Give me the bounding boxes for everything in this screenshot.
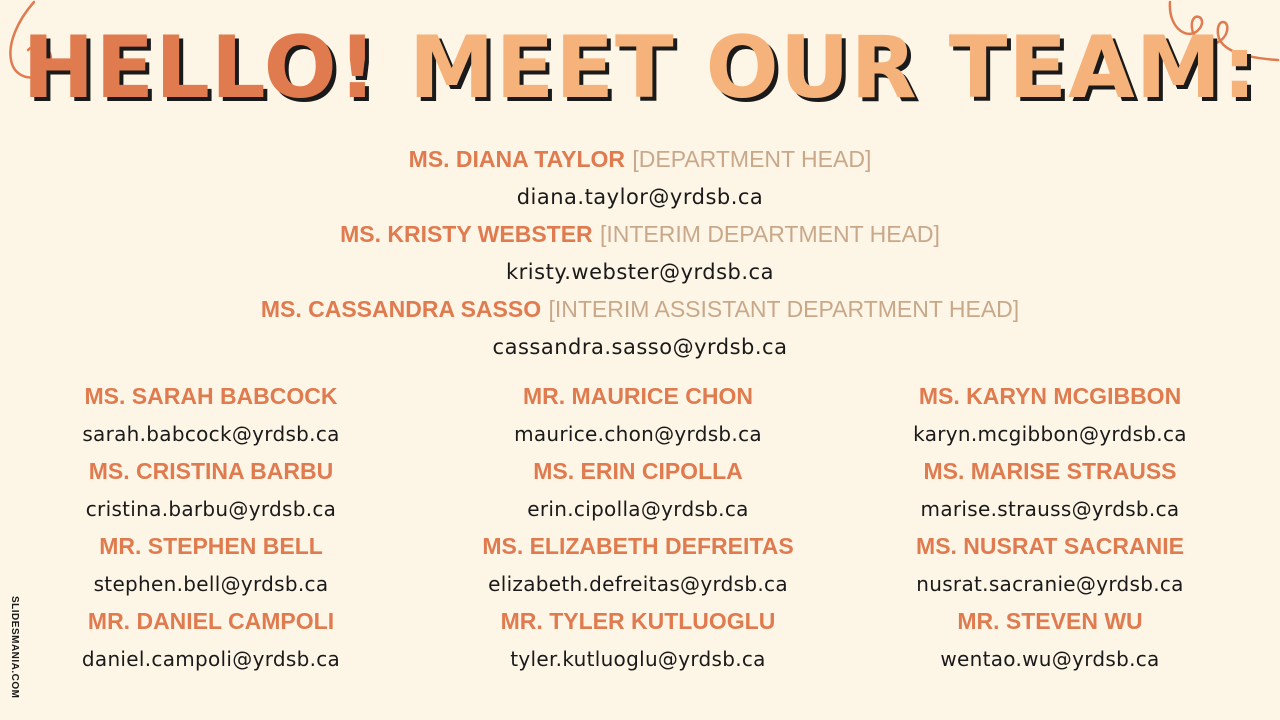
leader-role: [INTERIM ASSISTANT DEPARTMENT HEAD]	[548, 296, 1020, 322]
leader-name: MS. CASSANDRA SASSO	[260, 296, 542, 322]
member-email: marise.strauss@yrdsb.ca	[920, 497, 1180, 521]
team-column-2	[428, 378, 848, 678]
leader-name: MS. DIANA TAYLOR	[408, 146, 626, 172]
watermark: SLIDESMANIA.COM	[9, 596, 20, 699]
member-name: MS. ERIN CIPOLLA	[533, 458, 743, 484]
leader-role: [DEPARTMENT HEAD]	[632, 146, 872, 172]
leader-heading	[0, 141, 1280, 178]
member-email: wentao.wu@yrdsb.ca	[940, 647, 1160, 671]
leader-email: diana.taylor@yrdsb.ca	[516, 185, 764, 209]
leader-email: cassandra.sasso@yrdsb.ca	[492, 335, 788, 359]
member-email: erin.cipolla@yrdsb.ca	[527, 497, 749, 521]
member-email: nusrat.sacranie@yrdsb.ca	[916, 572, 1184, 596]
member-email: daniel.campoli@yrdsb.ca	[81, 647, 341, 671]
member-email: elizabeth.defreitas@yrdsb.ca	[488, 572, 788, 596]
member-email: tyler.kutluoglu@yrdsb.ca	[510, 647, 766, 671]
member-email: stephen.bell@yrdsb.ca	[93, 572, 329, 596]
member-name: MR. MAURICE CHON	[523, 383, 753, 409]
title-meet-our-team: MEET OUR TEAM:	[408, 18, 1258, 118]
member-email: maurice.chon@yrdsb.ca	[514, 422, 762, 446]
member-email: cristina.barbu@yrdsb.ca	[85, 497, 337, 521]
member-email: karyn.mcgibbon@yrdsb.ca	[913, 422, 1187, 446]
leader-email: kristy.webster@yrdsb.ca	[506, 260, 774, 284]
leadership-list	[0, 141, 1280, 366]
team-column-3	[840, 378, 1260, 678]
member-name: MS. KARYN MCGIBBON	[918, 383, 1182, 409]
member-name: MR. TYLER KUTLUOGLU	[500, 608, 776, 634]
team-column-1	[1, 378, 421, 678]
leader-name: MS. KRISTY WEBSTER	[340, 221, 593, 247]
leader-role: [INTERIM DEPARTMENT HEAD]	[599, 221, 940, 247]
member-name: MR. STEPHEN BELL	[99, 533, 323, 559]
page-title	[0, 18, 1280, 118]
member-name: MS. NUSRAT SACRANIE	[916, 533, 1184, 559]
member-name: MS. SARAH BABCOCK	[84, 383, 338, 409]
leader-heading	[0, 291, 1280, 328]
member-name: MS. MARISE STRAUSS	[923, 458, 1177, 484]
leader-heading	[0, 216, 1280, 253]
member-name: MS. ELIZABETH DEFREITAS	[482, 533, 794, 559]
member-name: MS. CRISTINA BARBU	[88, 458, 334, 484]
title-hello: HELLO!	[22, 18, 378, 118]
member-name: MR. STEVEN WU	[957, 608, 1143, 634]
member-name: MR. DANIEL CAMPOLI	[87, 608, 335, 634]
member-email: sarah.babcock@yrdsb.ca	[82, 422, 340, 446]
